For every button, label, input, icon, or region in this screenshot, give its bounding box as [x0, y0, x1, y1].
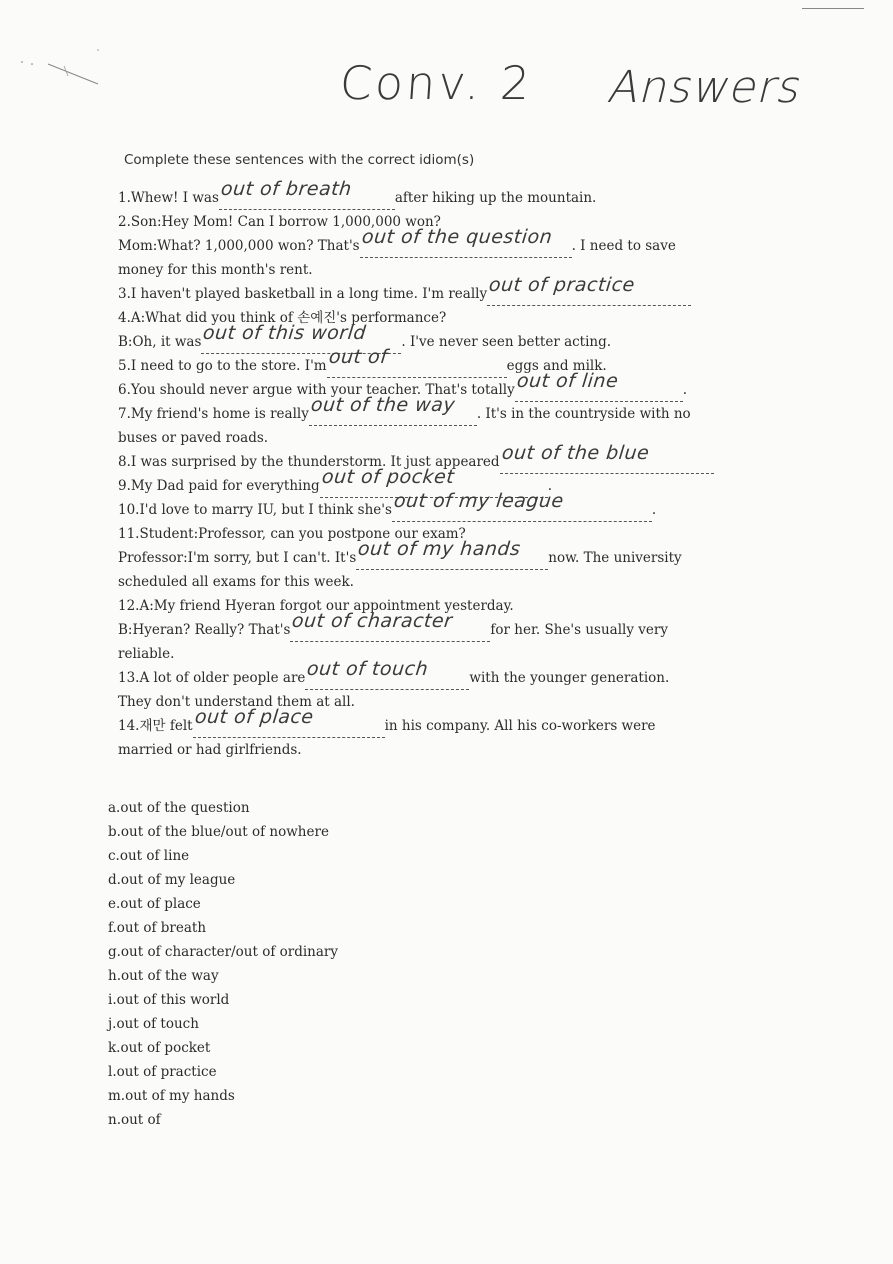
answer-blank — [356, 538, 548, 570]
handwritten-answer: out of this world — [202, 322, 368, 344]
answer-blank — [309, 394, 477, 426]
pencil-marks — [18, 46, 108, 92]
idiom-option: l.out of practice — [108, 1064, 217, 1080]
exercise-sentences — [118, 178, 758, 762]
sentence-text: 4.A:What did you think of 손예진's performance? — [118, 310, 447, 326]
idiom-option: n.out of — [108, 1112, 161, 1128]
handwritten-answer: out of the way — [309, 394, 457, 416]
sentence-line — [118, 706, 758, 738]
sentence-text: Mom:What? 1,000,000 won? That's — [118, 238, 360, 254]
answer-blank — [487, 274, 691, 306]
idiom-option: h.out of the way — [108, 968, 219, 984]
sentence-text: . — [682, 382, 688, 398]
handwritten-answer: out of breath — [219, 178, 353, 200]
sentence-text: 13.A lot of older people are — [118, 670, 306, 686]
handwritten-answer: out of line — [515, 370, 620, 392]
idiom-option: k.out of pocket — [108, 1040, 211, 1056]
answer-blank — [360, 226, 572, 258]
sentence-text: with the younger generation. — [469, 670, 670, 686]
handwritten-answer: out of the blue — [500, 442, 651, 464]
sentence-text: . — [547, 478, 552, 494]
sentence-line — [118, 426, 758, 450]
sentence-text: 9.My Dad paid for everything — [118, 478, 320, 494]
answer-blank — [500, 442, 714, 474]
sentence-text: 1.Whew! I was — [118, 190, 219, 206]
idiom-option: a.out of the question — [108, 800, 250, 816]
scan-edge-line — [802, 8, 864, 9]
sentence-text: . — [651, 502, 657, 518]
sentence-text: in his company. All his co-workers were — [384, 718, 656, 734]
sentence-text: 10.I'd love to marry IU, but I think she's — [118, 502, 392, 518]
sentence-line — [118, 738, 758, 762]
sentence-line — [118, 178, 758, 210]
handwritten-answer: out of touch — [306, 658, 430, 680]
title-answers: Answers — [603, 62, 809, 113]
sentence-text: 8.I was surprised by the thunderstorm. It just appeared — [118, 454, 500, 470]
sentence-text: eggs and milk. — [506, 358, 607, 374]
sentence-text: 3.I haven't played basketball in a long time. I'm really — [118, 286, 488, 302]
idiom-option: m.out of my hands — [108, 1088, 235, 1104]
sentence-line — [118, 570, 758, 594]
sentence-line — [118, 658, 758, 690]
sentence-text: for her. She's usually very — [490, 622, 668, 638]
idiom-option: d.out of my league — [108, 872, 236, 888]
sentence-text: now. The university — [548, 550, 682, 566]
sentence-text: B:Oh, it was — [118, 334, 202, 350]
sentence-text: 6.You should never argue with your teacher. That's totally — [118, 382, 515, 398]
idiom-option: c.out of line — [108, 848, 190, 864]
answer-blank — [219, 178, 395, 210]
sentence-text: Professor:I'm sorry, but I can't. It's — [118, 550, 357, 566]
sentence-line — [118, 490, 758, 522]
idiom-options-list — [108, 796, 338, 1132]
sentence-text: 14.재만 felt — [118, 718, 193, 734]
sentence-text: 5.I need to go to the store. I'm — [118, 358, 327, 374]
instruction-text: Complete these sentences with the correct idiom(s) — [124, 152, 475, 168]
sentence-line — [118, 346, 758, 378]
handwritten-answer: out of pocket — [320, 466, 456, 488]
sentence-text: 2.Son:Hey Mom! Can I borrow 1,000,000 won? — [118, 214, 441, 230]
sentence-text: reliable. — [118, 646, 175, 662]
idiom-option: e.out of place — [108, 896, 201, 912]
sentence-line — [118, 538, 758, 570]
sentence-text: after hiking up the mountain. — [394, 190, 597, 206]
answer-blank — [305, 658, 469, 690]
sentence-text: . I've never seen better acting. — [401, 334, 612, 350]
answer-blank — [290, 610, 490, 642]
answer-blank — [515, 370, 683, 402]
title-conv: Conv. 2 — [338, 56, 535, 110]
sentence-text: married or had girlfriends. — [118, 742, 302, 758]
sentence-text: They don't understand them at all. — [118, 694, 355, 710]
sentence-text: money for this month's rent. — [118, 262, 313, 278]
sentence-text: . I need to save — [571, 238, 676, 254]
handwritten-answer: out of my league — [392, 490, 565, 512]
sentence-text: buses or paved roads. — [118, 430, 269, 446]
sentence-text: 12.A:My friend Hyeran forgot our appointment yesterday. — [118, 598, 514, 614]
idiom-option: f.out of breath — [108, 920, 207, 936]
idiom-option: b.out of the blue/out of nowhere — [108, 824, 329, 840]
sentence-text: B:Hyeran? Really? That's — [118, 622, 291, 638]
sentence-line — [118, 610, 758, 642]
sentence-line — [118, 322, 758, 354]
handwritten-answer: out of place — [193, 706, 315, 728]
answer-blank — [193, 706, 385, 738]
sentence-line — [118, 394, 758, 426]
handwritten-answer: out of character — [291, 610, 455, 632]
answer-blank — [392, 490, 652, 522]
idiom-option: g.out of character/out of ordinary — [108, 944, 338, 960]
sentence-line — [118, 226, 758, 258]
sentence-text: . It's in the countryside with no — [476, 406, 691, 422]
sentence-line — [118, 274, 758, 306]
handwritten-answer: out of practice — [487, 274, 637, 296]
sentence-line — [118, 642, 758, 666]
sentence-line — [118, 258, 758, 282]
idiom-option: i.out of this world — [108, 992, 230, 1008]
answer-blank — [327, 346, 507, 378]
handwritten-answer: out of — [327, 346, 389, 368]
sentence-text: scheduled all exams for this week. — [118, 574, 354, 590]
idiom-option: j.out of touch — [108, 1016, 199, 1032]
handwritten-answer: out of my hands — [357, 538, 522, 560]
sentence-text: 11.Student:Professor, can you postpone our exam? — [118, 526, 466, 542]
sentence-text: 7.My friend's home is really — [118, 406, 309, 422]
handwritten-answer: out of the question — [360, 226, 554, 248]
